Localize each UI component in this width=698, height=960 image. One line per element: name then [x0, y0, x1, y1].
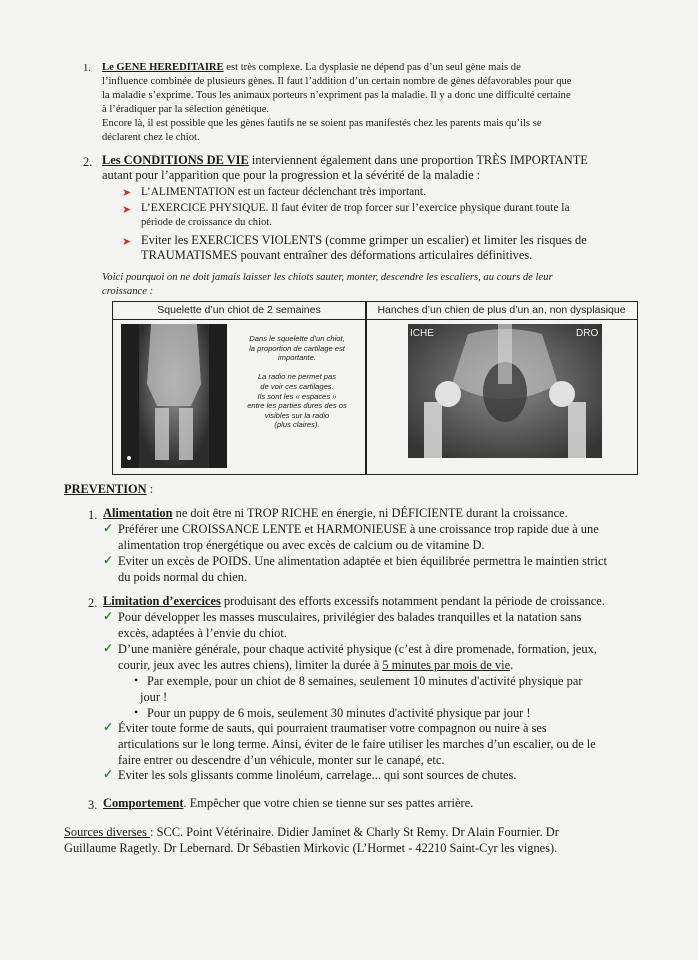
example-text: Par exemple, pour un chiot de 8 semaines, seulement 10 minutes d'activité physique par — [147, 674, 583, 688]
check-text: Eviter un excès de POIDS. Une alimentation adaptée et bien équilibrée permettra le maintien strict — [118, 554, 607, 568]
check-text-cont: faire entrer ou descendre d’un véhicule, monter sur le canapé, etc. — [118, 753, 445, 767]
condition-bullet: L’ALIMENTATION est un facteur déclenchant très important. — [141, 186, 426, 198]
check-icon: ✓ — [103, 553, 114, 567]
conditions-title: Les CONDITIONS DE VIE — [102, 153, 249, 167]
dot-bullet-icon: • — [134, 673, 139, 687]
puppy-skeleton-xray — [121, 324, 227, 468]
check-text-cont: excès, adaptées à l’envie du chiot. — [118, 626, 287, 640]
check-text: Eviter les sols glissants comme linoléum, carrelage... qui sont sources de chutes. — [118, 768, 517, 782]
conditions-line-2: autant pour l’apparition que pour la progression et la sévérité de la maladie : — [102, 168, 481, 182]
condition-bullet: L’EXERCICE PHYSIQUE. Il faut éviter de trop forcer sur l’exercice physique durant toute la — [141, 202, 570, 214]
list-number: 1. — [88, 508, 98, 522]
condition-bullet: Eviter les EXERCICES VIOLENTS (comme grimper un escalier) et limiter les risques de — [141, 233, 587, 247]
list-number: 2. — [83, 155, 93, 169]
xray-label-left: ICHE — [410, 328, 434, 339]
example-text: Pour un puppy de 6 mois, seulement 30 minutes d'activité physique par jour ! — [147, 706, 531, 720]
gene-paragraph-line-1: Le GENE HEREDITAIRE est très complexe. La dysplasie ne dépend pas d’un seul gène mais de — [102, 62, 521, 73]
check-text-cont: alimentation trop énergétique ou avec excès de calcium ou de vitamine D. — [118, 538, 485, 552]
limitation-title: Limitation d’exercices — [103, 594, 221, 608]
check-icon: ✓ — [103, 641, 114, 655]
gene-paragraph-line: déclarent chez le chiot. — [102, 132, 200, 143]
list-number: 2. — [88, 596, 98, 610]
alimentation-title: Alimentation — [103, 506, 173, 520]
sources-line-2: Guillaume Ragetly. Dr Lebernard. Dr Sébastien Mirkovic (L’Hormet - 42210 Saint-Cyr les vignes). — [64, 841, 558, 855]
check-icon: ✓ — [103, 720, 114, 734]
gene-paragraph-line: Encore là, il est possible que les gènes fautifs ne se soient pas manifestés chez les parents mais qu’ils se — [102, 118, 542, 129]
prevention-heading: PREVENTION : — [64, 482, 154, 496]
arrow-bullet-icon: ➤ — [122, 204, 132, 216]
check-icon: ✓ — [103, 521, 114, 535]
check-text-cont: articulations sur le long terme. Ainsi, éviter de le faire utiliser les marches d’un escalier, ou de le — [118, 737, 596, 751]
check-text: D’une manière générale, pour chaque activité physique (c’est à dire promenade, formation, jeux, — [118, 642, 597, 656]
xray-figure — [112, 301, 638, 475]
arrow-bullet-icon: ➤ — [122, 187, 132, 199]
gene-paragraph-line: la maladie s’exprime. Tous les animaux porteurs n’expriment pas la maladie. Il y a donc une difficulté certaine — [102, 90, 571, 101]
alimentation-line: Alimentation ne doit être ni TROP RICHE en énergie, ni DÉFICIENTE durant la croissance. — [103, 506, 568, 520]
list-number: 3. — [88, 798, 98, 812]
check-text: Éviter toute forme de sauts, qui pourraient traumatiser votre compagnon ou nuire à ses — [118, 721, 547, 735]
figure-caption-left: Squelette d’un chiot de 2 semaines — [113, 302, 365, 320]
list-number: 1. — [83, 63, 91, 74]
condition-bullet-cont: période de croissance du chiot. — [141, 217, 272, 228]
duration-rule: 5 minutes par mois de vie — [382, 658, 511, 672]
check-icon: ✓ — [103, 609, 114, 623]
example-text-cont: jour ! — [140, 690, 168, 704]
figure-caption-right: Hanches d’un chien de plus d’un an, non dysplasique — [366, 302, 637, 320]
sources-label: Sources diverses — [64, 825, 151, 839]
hip-xray — [408, 324, 602, 458]
italic-note-line: croissance : — [102, 286, 154, 297]
arrow-bullet-icon: ➤ — [122, 236, 132, 248]
gene-paragraph-line: l’influence combinée de plusieurs gènes. Il faut l’addition d’un certain nombre de gènes défavorables pour que — [102, 76, 572, 87]
condition-bullet-cont: TRAUMATISMES pouvant entraîner des déformations articulaires définitives. — [141, 248, 533, 262]
dot-bullet-icon: • — [134, 705, 139, 719]
gene-paragraph-line: à l’éradiquer par la sélection génétique. — [102, 104, 270, 115]
check-text-cont: courir, jeux avec les autres chiens), limiter la durée à 5 minutes par mois de vie. — [118, 658, 514, 672]
check-text-cont: du poids normal du chien. — [118, 570, 248, 584]
italic-note-line: Voici pourquoi on ne doit jamais laisser les chiots sauter, monter, descendre les escaliers, au cours de leur — [102, 272, 553, 283]
xray-label-right: DRO — [576, 328, 599, 339]
check-icon: ✓ — [103, 767, 114, 781]
comportement-title: Comportement — [103, 796, 184, 810]
sources-line-1: Sources diverses : SCC. Point Vétérinaire. Didier Jaminet & Charly St Remy. Dr Alain Fournier. Dr — [64, 825, 559, 839]
comportement-line: Comportement. Empêcher que votre chien se tienne sur ses pattes arrière. — [103, 796, 474, 810]
gene-title: Le GENE HEREDITAIRE — [102, 62, 224, 73]
limitation-line: Limitation d’exercices produisant des efforts excessifs notamment pendant la période de croissance. — [103, 594, 605, 608]
figure-note: Dans le squelette d’un chiot, la proportion de cartilage est importante. La radio ne permet pas de voir ces cartilages. Ils sont les « espaces » entre les parties dures des os visibles sur la radio (plus claires). — [247, 334, 347, 430]
check-text: Préférer une CROISSANCE LENTE et HARMONIEUSE à une croissance trop rapide due à une — [118, 522, 599, 536]
check-text: Pour développer les masses musculaires, privilégier des balades tranquilles et la natation sans — [118, 610, 582, 624]
conditions-line-1: Les CONDITIONS DE VIE interviennent également dans une proportion TRÈS IMPORTANTE — [102, 153, 588, 167]
figure-divider — [365, 302, 367, 474]
